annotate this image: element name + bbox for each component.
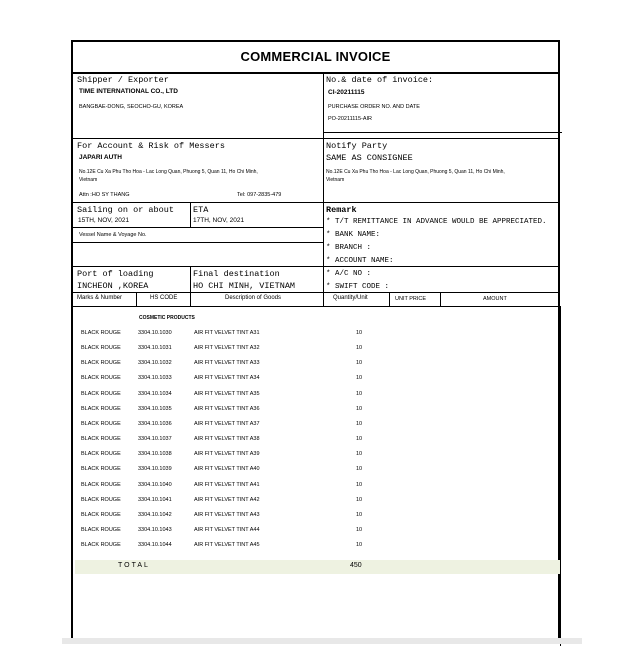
item-description: AIR FIT VELVET TINT A38 (194, 436, 260, 443)
item-hs-code: 3304.10.1032 (138, 360, 172, 367)
divider (323, 72, 324, 306)
item-quantity: 10 (356, 481, 363, 488)
item-description: AIR FIT VELVET TINT A40 (194, 466, 260, 473)
item-mark: BLACK ROUGE (81, 360, 121, 367)
account-name: JAPARI AUTH (79, 154, 122, 161)
remark-line: * BANK NAME: (326, 231, 381, 239)
table-row (73, 436, 558, 451)
shipper-address: BANGBAE-DONG, SEOCHO-GU, KOREA (79, 104, 184, 110)
remark-line: * SWIFT CODE : (326, 283, 390, 291)
shipper-label: Shipper / Exporter (77, 75, 169, 85)
item-quantity: 10 (356, 542, 363, 549)
item-description: AIR FIT VELVET TINT A35 (194, 390, 260, 397)
notify-label: Notify Party (326, 141, 388, 151)
divider (389, 292, 390, 306)
divider (190, 266, 191, 306)
item-hs-code: 3304.10.1037 (138, 436, 172, 443)
divider (73, 306, 558, 307)
divider (73, 292, 558, 293)
port-label: Port of loading (77, 269, 154, 279)
item-hs-code: 3304.10.1034 (138, 390, 172, 397)
table-row (73, 330, 558, 345)
item-quantity: 10 (356, 496, 363, 503)
item-hs-code: 3304.10.1042 (138, 511, 172, 518)
item-description: AIR FIT VELVET TINT A32 (194, 345, 260, 352)
item-description: AIR FIT VELVET TINT A37 (194, 420, 260, 427)
invoice-number: CI-20211115 (328, 89, 365, 96)
divider (73, 202, 558, 203)
sailing-value: 15TH, NOV, 2021 (78, 217, 130, 224)
divider (560, 306, 561, 646)
item-hs-code: 3304.10.1043 (138, 526, 172, 533)
item-description: AIR FIT VELVET TINT A41 (194, 481, 260, 488)
item-quantity: 10 (356, 405, 363, 412)
invoice-document (71, 40, 560, 644)
divider (136, 292, 137, 306)
item-mark: BLACK ROUGE (81, 526, 121, 533)
item-quantity: 10 (356, 390, 363, 397)
divider (73, 266, 558, 267)
item-mark: BLACK ROUGE (81, 496, 121, 503)
item-mark: BLACK ROUGE (81, 375, 121, 382)
total-row (75, 560, 560, 574)
item-mark: BLACK ROUGE (81, 436, 121, 443)
item-description: AIR FIT VELVET TINT A43 (194, 511, 260, 518)
remark-line: * T/T REMITTANCE IN ADVANCE WOULD BE APPRECIATED. (326, 218, 547, 226)
divider (190, 202, 191, 227)
item-description: AIR FIT VELVET TINT A45 (194, 542, 260, 549)
item-description: AIR FIT VELVET TINT A42 (194, 496, 260, 503)
col-hs: HS CODE (150, 295, 178, 301)
item-hs-code: 3304.10.1040 (138, 481, 172, 488)
table-row (73, 375, 558, 390)
table-row (73, 391, 558, 406)
table-row (73, 512, 558, 527)
item-hs-code: 3304.10.1039 (138, 466, 172, 473)
eta-label: ETA (193, 205, 209, 215)
account-tel: Tel: 097-2835-479 (237, 192, 282, 198)
col-amount: AMOUNT (483, 296, 507, 302)
invoice-no-label: No.& date of invoice: (326, 75, 434, 85)
item-hs-code: 3304.10.1035 (138, 405, 172, 412)
col-marks: Marks & Number (77, 295, 123, 301)
table-row (73, 497, 558, 512)
item-quantity: 10 (356, 345, 363, 352)
item-quantity: 10 (356, 451, 363, 458)
col-qty: Quantity/Unit (333, 295, 368, 301)
item-mark: BLACK ROUGE (81, 405, 121, 412)
table-row (73, 451, 558, 466)
item-quantity: 10 (356, 375, 363, 382)
destination-value: HO CHI MINH, VIETNAM (193, 281, 296, 291)
remark-label: Remark (326, 205, 357, 215)
divider (73, 227, 323, 228)
item-description: AIR FIT VELVET TINT A34 (194, 375, 260, 382)
item-mark: BLACK ROUGE (81, 481, 121, 488)
item-mark: BLACK ROUGE (81, 511, 121, 518)
sailing-label: Sailing on or about (77, 205, 174, 215)
invoice-title: COMMERCIAL INVOICE (73, 42, 558, 74)
item-description: AIR FIT VELVET TINT A39 (194, 451, 260, 458)
account-attn: Attn :HO SY THANG (79, 192, 130, 198)
item-quantity: 10 (356, 360, 363, 367)
item-hs-code: 3304.10.1031 (138, 345, 172, 352)
item-quantity: 10 (356, 420, 363, 427)
remark-line: * A/C NO : (326, 270, 372, 278)
item-mark: BLACK ROUGE (81, 420, 121, 427)
item-quantity: 10 (356, 526, 363, 533)
table-row (73, 542, 558, 557)
divider (73, 138, 558, 139)
table-row (73, 345, 558, 360)
col-unit-price: UNIT PRICE (395, 296, 427, 302)
item-hs-code: 3304.10.1041 (138, 496, 172, 503)
item-hs-code: 3304.10.1030 (138, 330, 172, 336)
item-description: AIR FIT VELVET TINT A44 (194, 526, 260, 533)
table-row (73, 466, 558, 481)
destination-label: Final destination (193, 269, 280, 279)
item-hs-code: 3304.10.1038 (138, 451, 172, 458)
item-description: AIR FIT VELVET TINT A31 (194, 330, 260, 336)
item-quantity: 10 (356, 511, 363, 518)
table-row (73, 482, 558, 497)
remark-line: * BRANCH : (326, 244, 372, 252)
table-row (73, 527, 558, 542)
item-mark: BLACK ROUGE (81, 451, 121, 458)
divider (73, 242, 323, 243)
col-desc: Description of Goods (225, 295, 282, 301)
notify-address-1: No.12E Cu Xa Phu Tho Hoa - Lac Long Quan, Phuong 5, Quan 11, Ho Chi Minh, (326, 169, 505, 175)
item-mark: BLACK ROUGE (81, 345, 121, 352)
item-hs-code: 3304.10.1044 (138, 542, 172, 549)
item-description: AIR FIT VELVET TINT A33 (194, 360, 260, 367)
item-hs-code: 3304.10.1033 (138, 375, 172, 382)
notify-value: SAME AS CONSIGNEE (326, 153, 413, 163)
eta-value: 17TH, NOV, 2021 (193, 217, 245, 224)
total-label: TOTAL (118, 562, 150, 569)
table-row (73, 421, 558, 436)
category-label: COSMETIC PRODUCTS (139, 315, 195, 321)
port-value: INCHEON ,KOREA (77, 281, 149, 291)
notify-address-2: Vietnam (326, 177, 345, 183)
item-mark: BLACK ROUGE (81, 542, 121, 549)
item-mark: BLACK ROUGE (81, 330, 121, 336)
divider (440, 292, 441, 306)
table-row (73, 360, 558, 375)
remark-line: * ACCOUNT NAME: (326, 257, 394, 265)
table-row (73, 406, 558, 421)
account-address-1: No.12E Cu Xa Phu Tho Hoa - Lac Long Quan, Phuong 5, Quan 11, Ho Chi Minh, (79, 169, 258, 175)
item-quantity: 10 (356, 436, 363, 443)
item-mark: BLACK ROUGE (81, 466, 121, 473)
total-qty: 450 (350, 562, 362, 569)
po-number: PO-20211115-AIR (328, 116, 373, 122)
vessel-label: Vessel Name & Voyage No. (79, 232, 147, 238)
divider (323, 132, 562, 133)
item-description: AIR FIT VELVET TINT A36 (194, 405, 260, 412)
account-label: For Account & Risk of Messers (77, 141, 225, 151)
po-label: PURCHASE ORDER NO. AND DATE (328, 104, 420, 110)
item-quantity: 10 (356, 330, 363, 336)
item-hs-code: 3304.10.1036 (138, 420, 172, 427)
account-address-2: Vietnam (79, 177, 98, 183)
item-mark: BLACK ROUGE (81, 390, 121, 397)
shipper-name: TIME INTERNATIONAL CO., LTD (79, 88, 178, 95)
item-quantity: 10 (356, 466, 363, 473)
page-edge (62, 638, 582, 644)
